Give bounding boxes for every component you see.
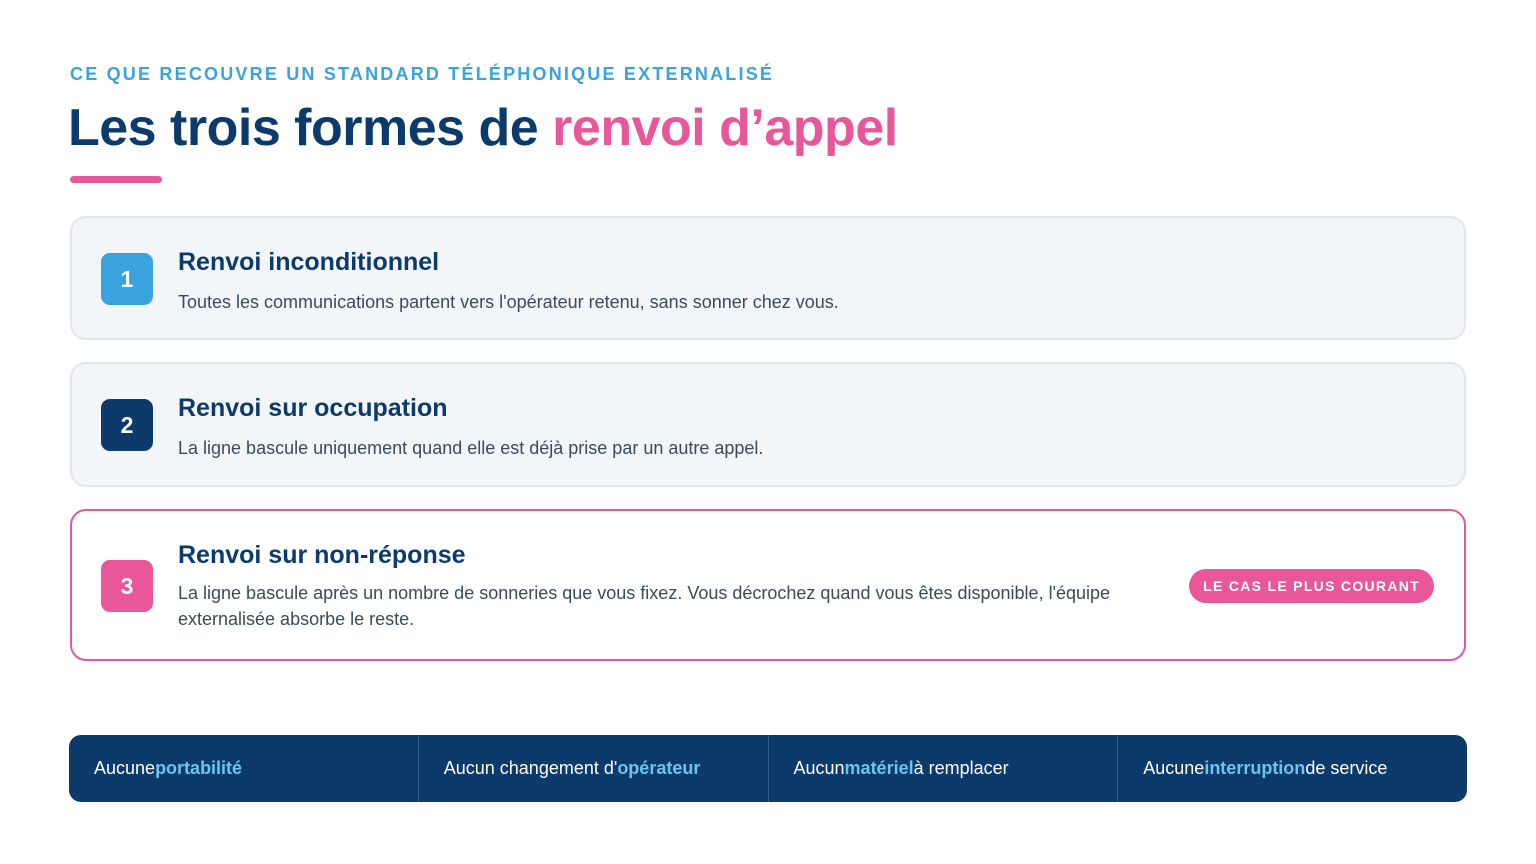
benefit-highlight: interruption [1204,758,1306,778]
benefit-text: Aucun changement d' [443,758,618,778]
title-accent: renvoi d’appel [552,99,898,157]
benefit-item-service [1118,735,1467,802]
forwarding-card-busy [70,362,1466,487]
card-description: La ligne bascule uniquement quand elle est déjà prise par un autre appel. [178,438,764,458]
benefit-text-after: de service [1305,758,1388,778]
step-number-badge: 2 [101,399,153,451]
title-main: Les trois formes de [68,99,553,157]
step-number-badge: 1 [101,253,153,305]
benefit-text: Aucune [1143,758,1205,778]
forwarding-card-no-answer [70,509,1466,661]
title-underline [70,176,162,183]
benefits-bar [69,735,1467,802]
card-description: La ligne bascule après un nombre de sonneries que vous fixez. Vous décrochez quand vous êtes disponible, l'équipe externalisée absorbe le reste. [178,583,1111,629]
benefit-text: Aucune [94,758,156,778]
benefit-highlight: opérateur [617,758,701,778]
step-number-badge: 3 [101,560,153,612]
card-title: Renvoi inconditionnel [178,248,440,276]
card-title: Renvoi sur non-réponse [178,541,466,569]
most-common-badge: LE CAS LE PLUS COURANT [1189,569,1434,603]
eyebrow-label: CE QUE RECOUVRE UN STANDARD TÉLÉPHONIQUE EXTERNALISÉ [70,64,775,84]
benefit-text-after: à remplacer [913,758,1009,778]
benefit-item-portability [69,735,419,802]
card-description: Toutes les communications partent vers l'opérateur retenu, sans sonner chez vous. [178,292,839,312]
benefit-item-hardware [769,735,1119,802]
forwarding-card-unconditional [70,216,1466,340]
benefit-highlight: portabilité [155,758,243,778]
card-title: Renvoi sur occupation [178,394,448,422]
benefit-highlight: matériel [844,758,914,778]
benefit-text: Aucun [793,758,845,778]
page-title [68,98,898,158]
benefit-item-operator [419,735,769,802]
